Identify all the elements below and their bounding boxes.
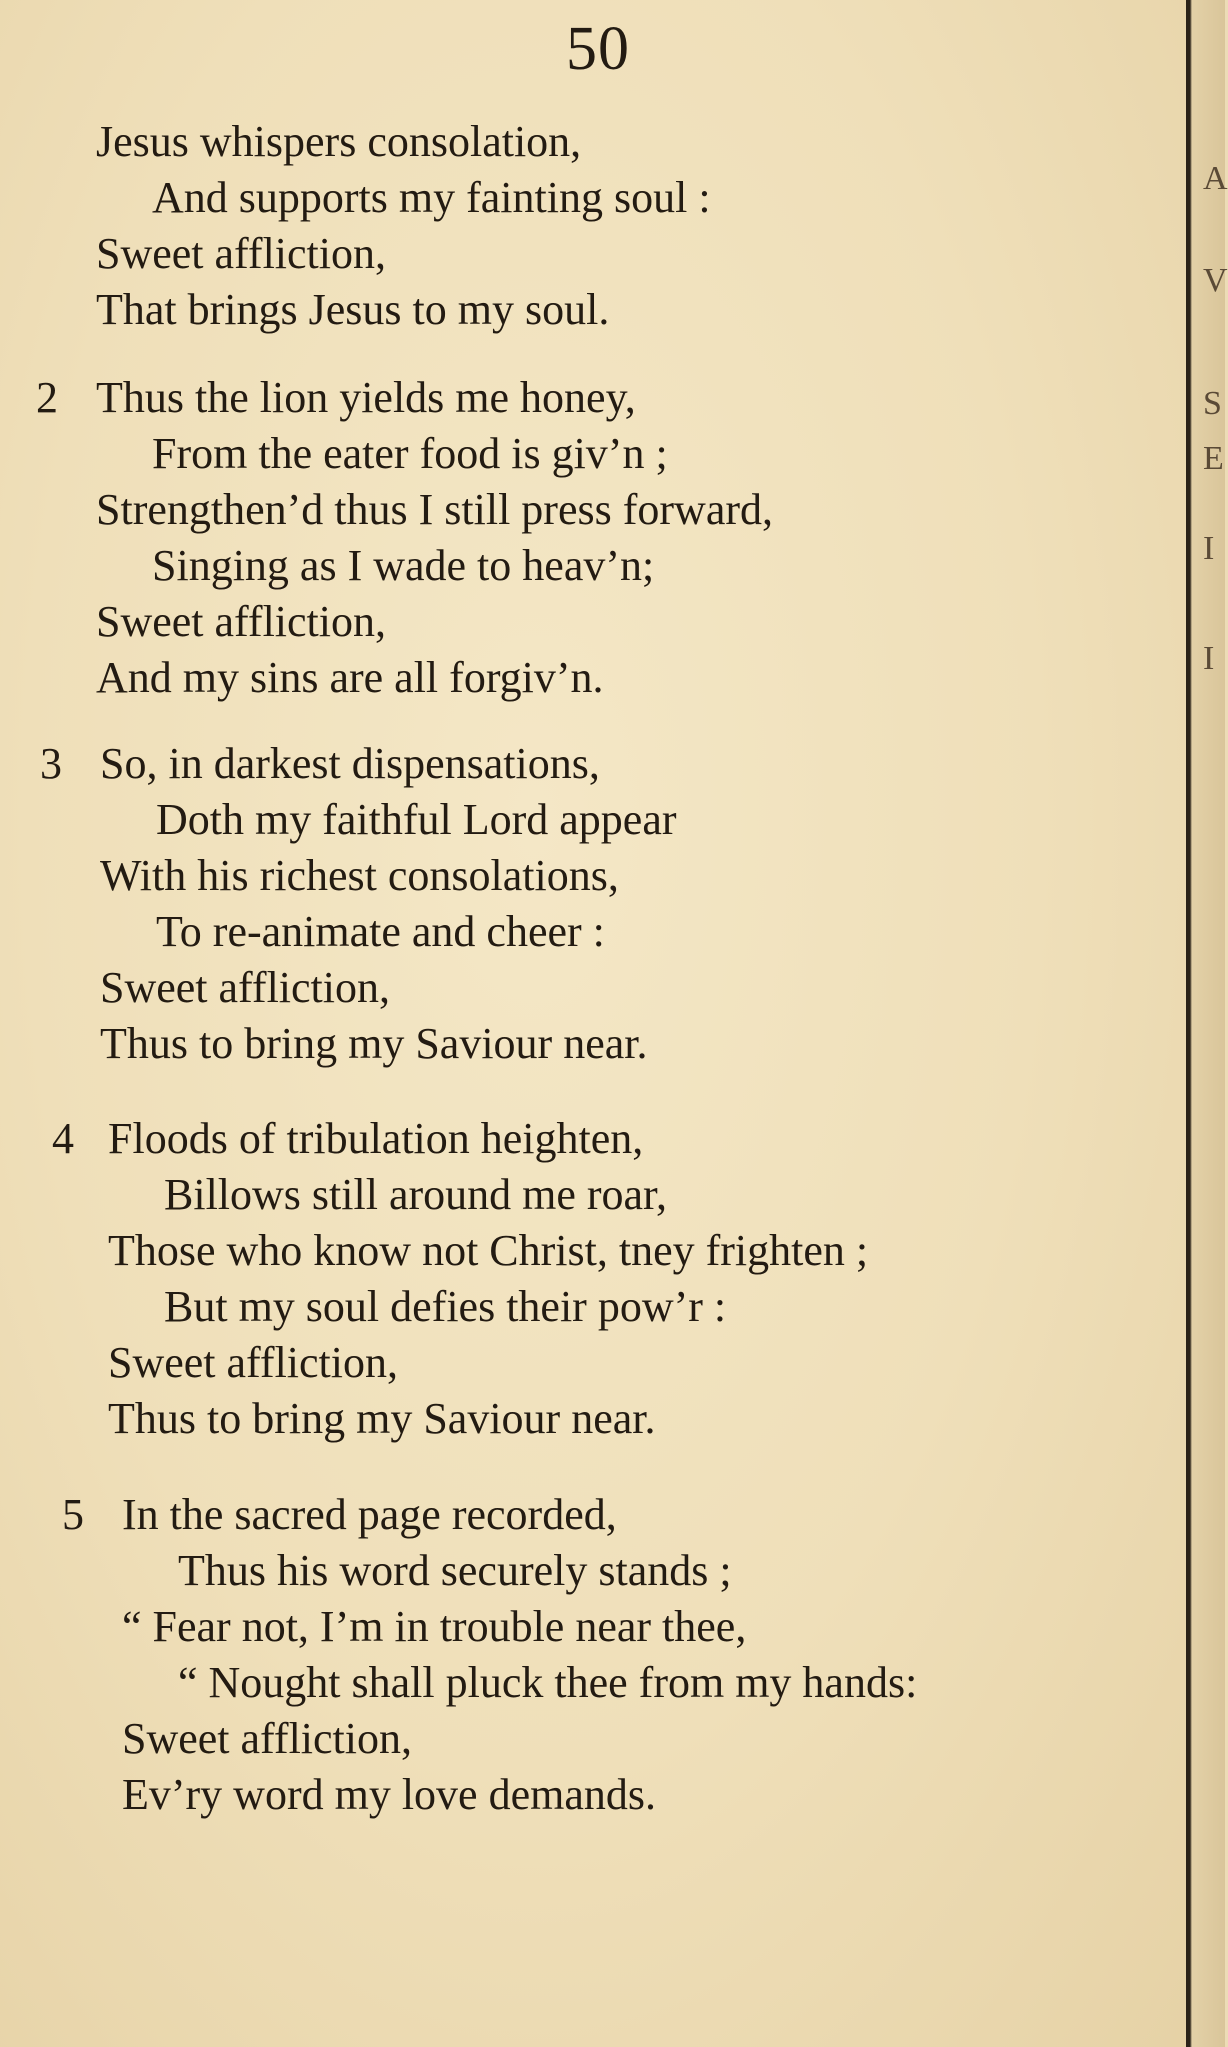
verse-line: Ev’ry word my love demands.: [122, 1770, 656, 1819]
verse-line: Thus the lion yields me honey,: [96, 373, 636, 422]
verse-line: And my sins are all forgiv’n.: [96, 653, 604, 702]
verse-line: Sweet affliction,: [122, 1714, 412, 1763]
verse-line: And supports my fainting soul :: [152, 173, 711, 222]
verse-line: Thus to bring my Saviour near.: [100, 1019, 648, 1068]
verse-line: To re-animate and cheer :: [156, 907, 605, 956]
verse-line: Sweet affliction,: [100, 963, 390, 1012]
verse-line: Singing as I wade to heav’n;: [152, 541, 655, 590]
verse-line: Thus to bring my Saviour near.: [108, 1394, 656, 1443]
verse-line: “ Fear not, I’m in trouble near thee,: [122, 1602, 747, 1651]
verse-line: So, in darkest dispensations,: [100, 739, 600, 788]
stanza-number: 5: [62, 1490, 84, 1539]
verse-line: Sweet affliction,: [96, 597, 386, 646]
facing-page-letter: V: [1203, 262, 1228, 299]
facing-page-letter: I: [1203, 640, 1215, 677]
verse-line: Doth my faithful Lord appear: [156, 795, 677, 844]
facing-page-letter: I: [1203, 530, 1215, 567]
verse-line: Floods of tribulation heighten,: [108, 1114, 644, 1163]
verse-line: “ Nought shall pluck thee from my hands:: [178, 1658, 918, 1707]
verse-line: But my soul defies their pow’r :: [164, 1282, 727, 1331]
verse-line: Sweet affliction,: [96, 229, 386, 278]
verse-line: From the eater food is giv’n ;: [152, 429, 668, 478]
facing-page-letter: S: [1203, 385, 1222, 422]
verse-line: In the sacred page recorded,: [122, 1490, 617, 1539]
stanza-number: 2: [36, 373, 58, 422]
verse-line: Strengthen’d thus I still press forward,: [96, 485, 773, 534]
facing-page-letter: A: [1203, 160, 1228, 197]
page-number: 50: [566, 15, 630, 83]
verse-line: With his richest consolations,: [100, 851, 619, 900]
stanza-number: 4: [52, 1114, 74, 1163]
facing-page-letter: E: [1203, 440, 1224, 477]
verse-line: Jesus whispers consolation,: [96, 117, 582, 166]
verse-line: That brings Jesus to my soul.: [96, 285, 610, 334]
verse-line: Thus his word securely stands ;: [178, 1546, 732, 1595]
verse-line: Sweet affliction,: [108, 1338, 398, 1387]
stanza-number: 3: [40, 739, 62, 788]
verse-line: Billows still around me roar,: [164, 1170, 667, 1219]
facing-page-edge: [1186, 0, 1228, 2047]
verse-line: Those who know not Christ, tney frighten ;: [108, 1226, 869, 1275]
